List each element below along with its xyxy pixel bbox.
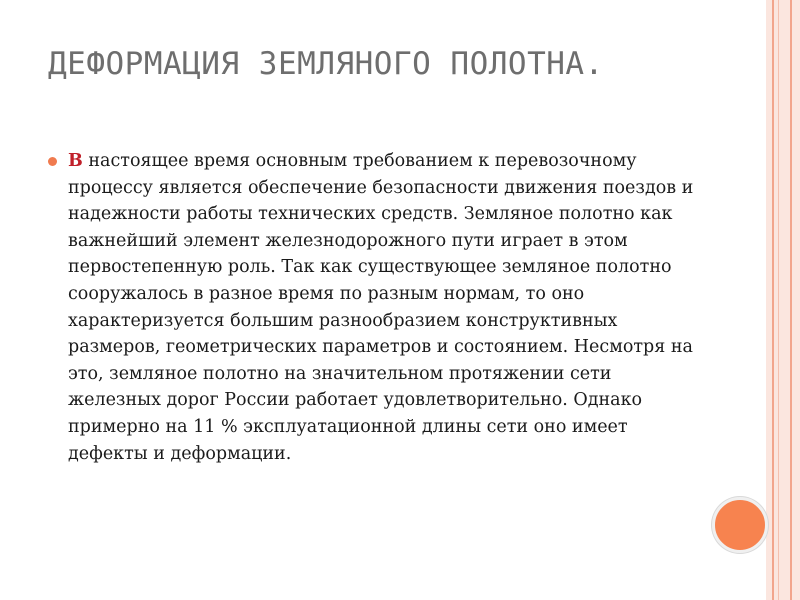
bullet-item	[48, 148, 708, 467]
decorative-border	[766, 0, 800, 600]
bullet-paragraph	[68, 148, 708, 467]
bullet-text: настоящее время основным требованием к перевозочному процессу является обеспечение безопасности движения поездов и надежности работы технических средств. Земляное полотно как важнейший элемент железнодорожного пути играет в этом первостепенную роль. Так как существующее земляное полотно сооружалось в разное время по разным нормам, то оно характеризуется большим разнообразием конструктивных размеров, геометрических параметров и состоянием. Несмотря на это, земляное полотно на значительном протяжении сети железных дорог России работает удовлетворительно. Однако примерно на 11 % эксплуатационной длины сети оно имеет дефекты и деформации.	[68, 151, 694, 464]
border-stripe	[778, 0, 779, 600]
border-stripe	[790, 0, 792, 600]
decorative-circle-icon	[712, 497, 768, 553]
slide-content	[48, 148, 708, 467]
bullet-dot-icon	[48, 157, 57, 166]
slide-title: ДЕФОРМАЦИЯ ЗЕМЛЯНОГО ПОЛОТНА.	[48, 46, 604, 82]
border-stripe	[772, 0, 774, 600]
lead-letter: В	[68, 151, 83, 171]
